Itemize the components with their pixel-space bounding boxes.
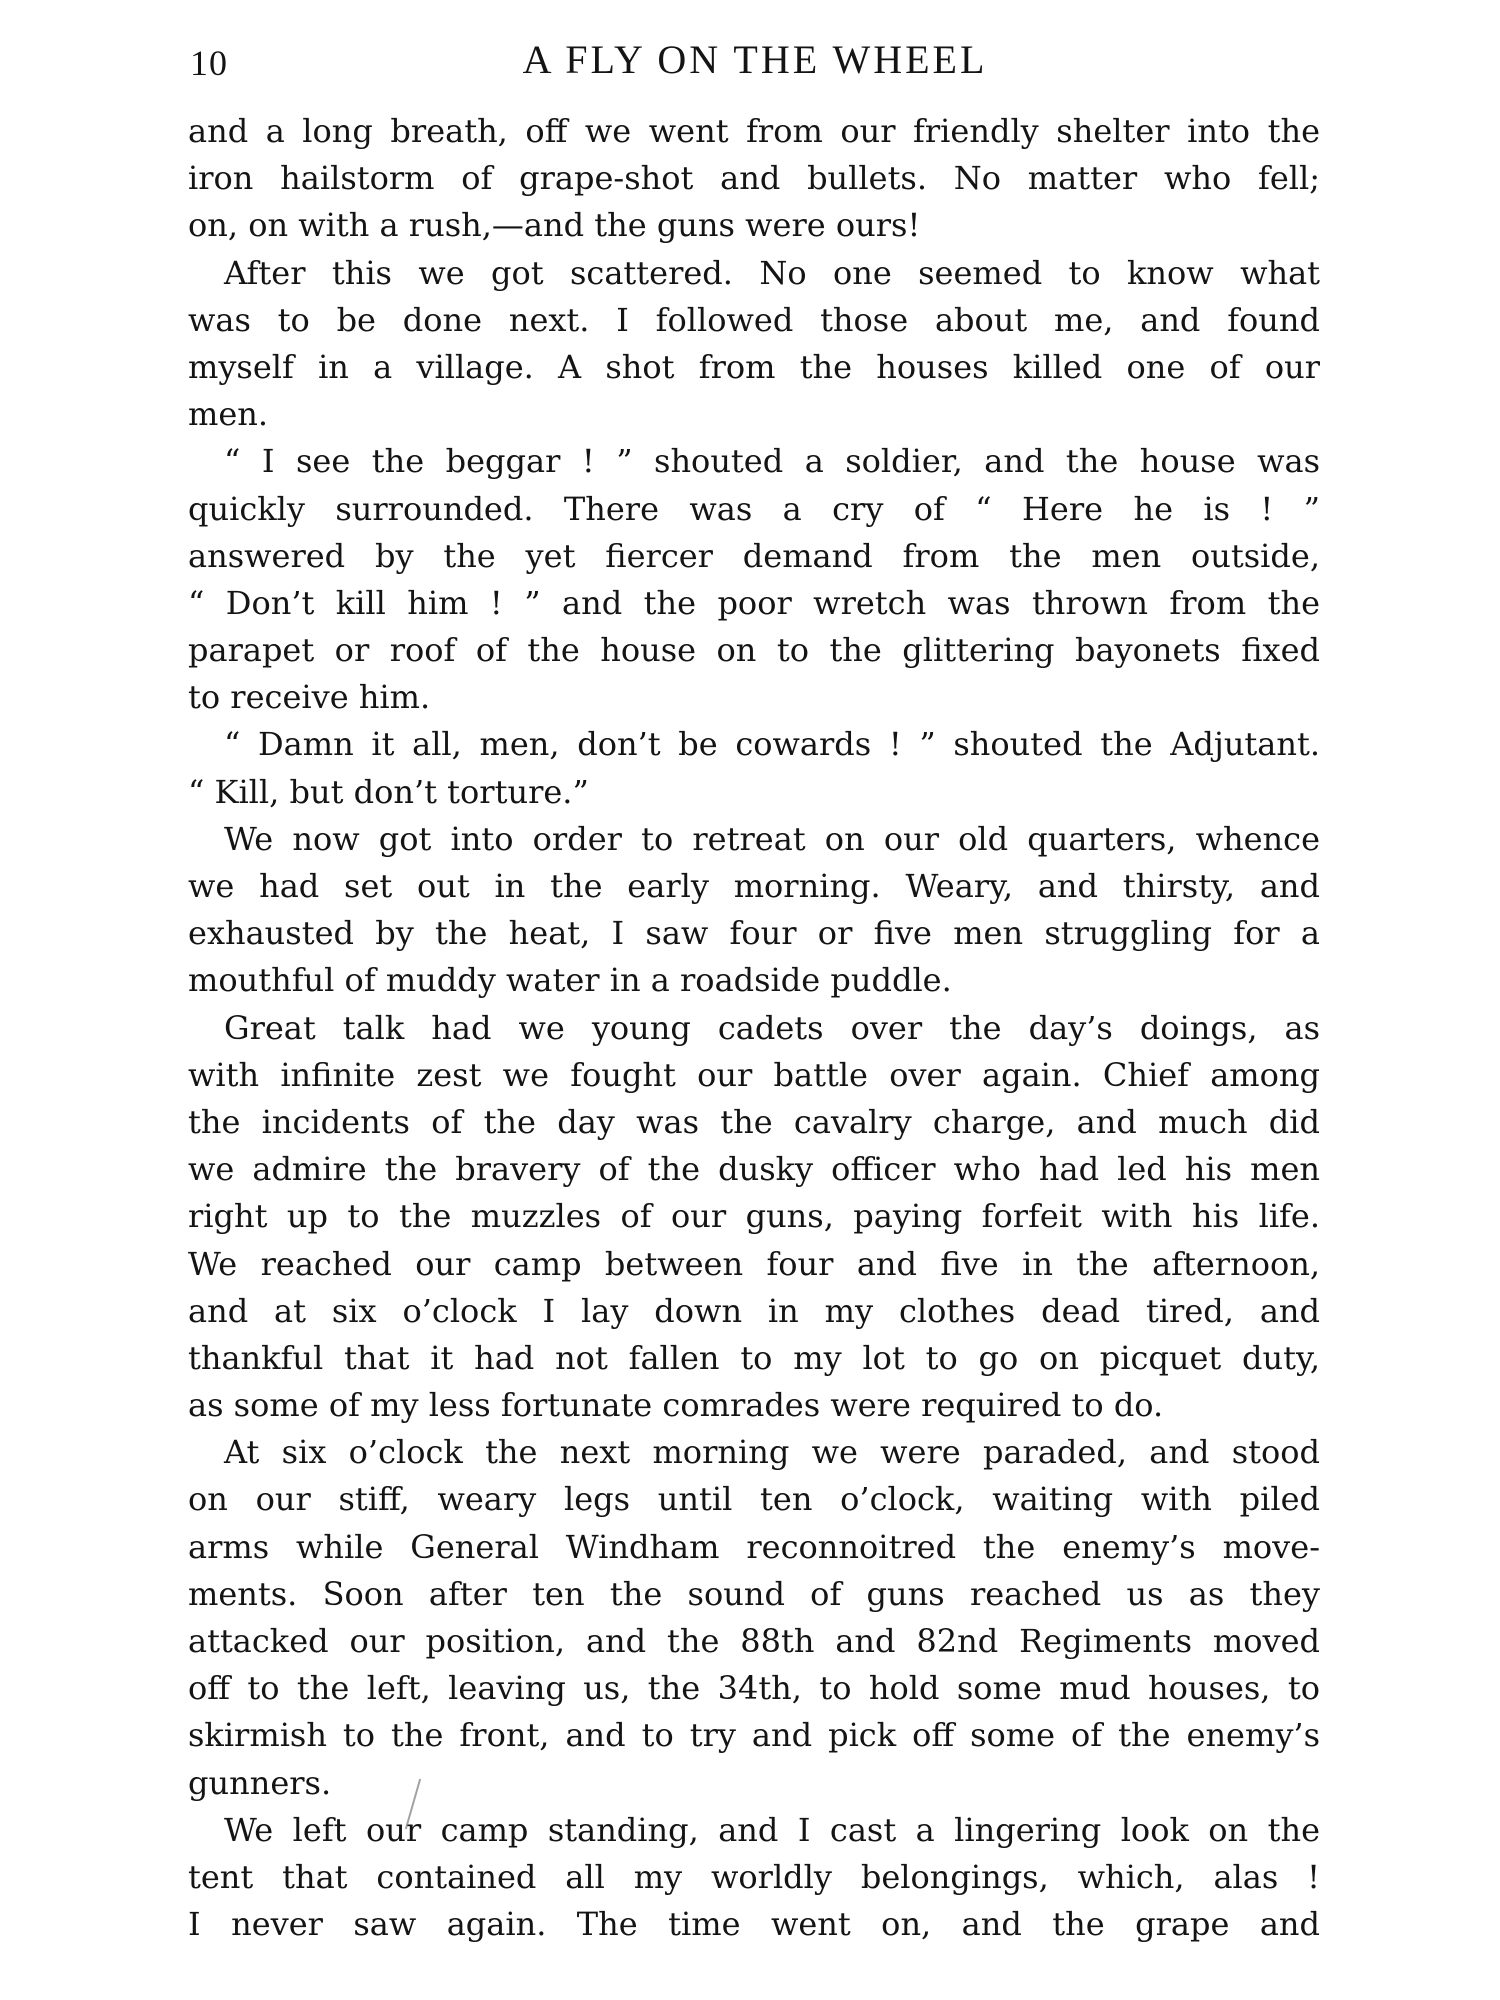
text-line: At six o’clock the next morning we were paraded, and stood xyxy=(224,1433,1320,1472)
text-line: on, on with a rush,—and the guns were ours! xyxy=(188,206,921,245)
text-line: myself in a village. A shot from the houses killed one of our xyxy=(188,347,1320,386)
page-number: 10 xyxy=(190,43,228,83)
text-line: we admire the bravery of the dusky officer who had led his men xyxy=(188,1150,1320,1189)
paragraph xyxy=(188,721,1320,815)
text-line: was to be done next. I followed those about me, and found xyxy=(188,300,1320,339)
text-line: We left our camp standing, and I cast a lingering look on the xyxy=(224,1810,1320,1849)
paragraph xyxy=(188,1005,1320,1430)
text-line: iron hailstorm of grape-shot and bullets. No matter who fell; xyxy=(188,159,1320,198)
text-line: “ Kill, but don’t torture.” xyxy=(188,772,589,811)
text-line: exhausted by the heat, I saw four or five men struggling for a xyxy=(188,914,1320,953)
text-line: to receive him. xyxy=(188,678,431,717)
text-line: on our stiff, weary legs until ten o’clock, waiting with piled xyxy=(188,1480,1320,1519)
text-line: I never saw again. The time went on, and the grape and xyxy=(188,1905,1320,1944)
paragraph xyxy=(188,438,1320,721)
text-line: as some of my less fortunate comrades were required to do. xyxy=(188,1386,1164,1425)
paragraph xyxy=(188,108,1320,250)
text-line: “ I see the beggar ! ” shouted a soldier, and the house was xyxy=(224,442,1320,481)
text-line: and at six o’clock I lay down in my clothes dead tired, and xyxy=(188,1291,1320,1330)
text-line: parapet or roof of the house on to the glittering bayonets fixed xyxy=(188,631,1320,670)
text-line: off to the left, leaving us, the 34th, to hold some mud houses, to xyxy=(188,1669,1320,1708)
text-line: attacked our position, and the 88th and 82nd Regiments moved xyxy=(188,1622,1320,1660)
paragraph xyxy=(188,1429,1320,1807)
text-line: Great talk had we young cadets over the day’s doings, as xyxy=(224,1008,1320,1047)
text-line: right up to the muzzles of our guns, paying forfeit with his life. xyxy=(188,1197,1320,1236)
text-line: ments. Soon after ten the sound of guns reached us as they xyxy=(188,1574,1320,1613)
text-line: gunners. xyxy=(188,1763,332,1802)
text-line: arms while General Windham reconnoitred the enemy’s move- xyxy=(188,1527,1320,1566)
text-line: the incidents of the day was the cavalry charge, and much did xyxy=(188,1102,1320,1141)
text-line: We reached our camp between four and five in the afternoon, xyxy=(188,1244,1320,1283)
text-line: thankful that it had not fallen to my lot to go on picquet duty, xyxy=(188,1338,1320,1377)
text-line: “ Don’t kill him ! ” and the poor wretch was thrown from the xyxy=(188,583,1320,622)
text-line: “ Damn it all, men, don’t be cowards ! ” shouted the Adjutant. xyxy=(224,725,1320,764)
text-line: answered by the yet fiercer demand from the men outside, xyxy=(188,536,1320,575)
paragraph xyxy=(188,816,1320,1005)
text-line: we had set out in the early morning. Weary, and thirsty, and xyxy=(188,867,1320,905)
text-line: with infinite zest we fought our battle over again. Chief among xyxy=(188,1055,1320,1094)
text-line: After this we got scattered. No one seemed to know what xyxy=(224,253,1320,292)
text-line: and a long breath, off we went from our friendly shelter into the xyxy=(188,112,1320,150)
text-line: We now got into order to retreat on our old quarters, whence xyxy=(224,819,1320,858)
text-line: tent that contained all my worldly belongings, which, alas ! xyxy=(188,1857,1320,1896)
paragraph xyxy=(188,1807,1320,1949)
body-text xyxy=(188,108,1320,1948)
text-line: skirmish to the front, and to try and pick off some of the enemy’s xyxy=(188,1716,1320,1755)
paragraph xyxy=(188,250,1320,439)
text-line: quickly surrounded. There was a cry of “ Here he is ! ” xyxy=(188,489,1320,528)
text-line: mouthful of muddy water in a roadside puddle. xyxy=(188,961,952,1000)
page-header xyxy=(190,36,1320,96)
running-title: A FLY ON THE WHEEL xyxy=(522,37,988,82)
text-line: men. xyxy=(188,395,269,434)
